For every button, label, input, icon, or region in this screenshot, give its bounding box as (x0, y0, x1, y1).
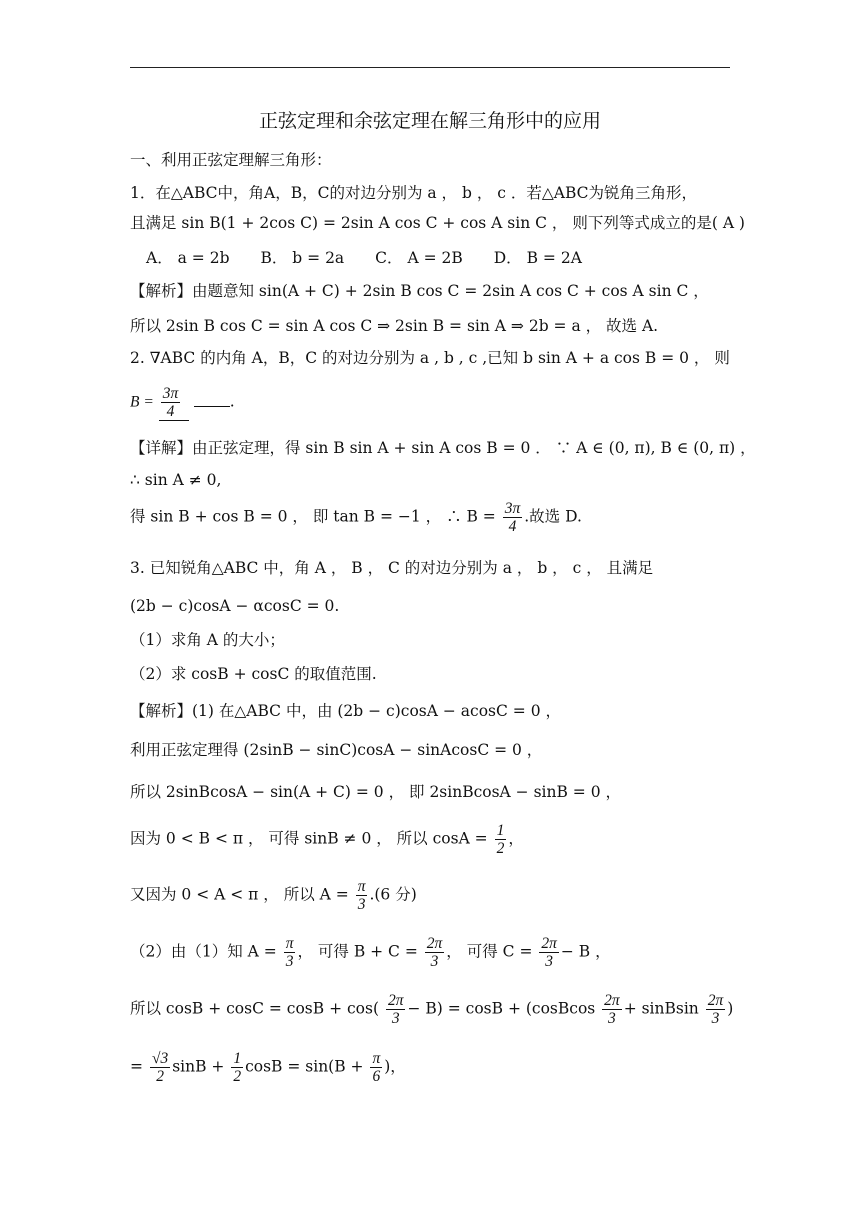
step-fraction (602, 992, 622, 1027)
fraction-numerator: π (357, 878, 366, 895)
fraction-denominator: 3 (608, 1010, 616, 1027)
fraction-denominator: 2 (233, 1068, 242, 1085)
fraction-numerator: 2π (707, 992, 724, 1009)
problem-1-line-2: 且满足 sin B(1 + 2cos C) = 2sin A cos C + cos A sin C ， 则下列等式成立的是( A ) (130, 214, 745, 232)
solution-step-5 (130, 878, 417, 913)
fraction-numerator: 2π (541, 935, 557, 952)
answer-blank (159, 385, 189, 421)
step-fraction (386, 992, 406, 1027)
solution-step-8 (130, 1050, 406, 1085)
fraction-numerator: 1 (233, 1050, 242, 1067)
question-1: （1）求角 A 的大小； (130, 631, 285, 649)
fraction-numerator: π (285, 935, 294, 952)
step-fraction (231, 1050, 243, 1085)
solution-step-1: 【解析】(1) 在△ABC 中，由 (2b − c)cosA − acosC = 0 ， (130, 702, 561, 720)
step-fraction (150, 1050, 170, 1085)
fraction-denominator: 3 (430, 953, 439, 970)
document-title: 正弦定理和余弦定理在解三角形中的应用 (258, 110, 601, 132)
fraction-denominator: 3 (545, 953, 553, 970)
step-fraction (356, 878, 368, 913)
fraction-numerator: 3π (504, 500, 521, 517)
fraction-numerator: 2π (604, 992, 620, 1009)
solution-step-3: 所以 2sinBcosA − sin(A + C) = 0 ， 即 2sinBcosA − sinB = 0 ， (130, 783, 622, 801)
section-heading: 一、利用正弦定理解三角形： (130, 151, 332, 169)
problem-2-answer: B = $\frac{3\pi}{4}$ . (130, 385, 235, 420)
solution-step-7 (130, 992, 733, 1027)
step-text: sinB + (172, 1057, 225, 1076)
answer-fraction (161, 385, 181, 420)
question-2: （2）求 cosB + cosC 的取值范围. (130, 665, 377, 683)
step-fraction (706, 992, 726, 1027)
solution-fraction (503, 500, 523, 535)
step-text: ， 可得 C = (446, 942, 533, 961)
problem-2-line-1: 2. ∇ABC 的内角 A，B，C 的对边分别为 a , b , c ,已知 b sin A + a cos B = 0 ， 则 (130, 349, 730, 367)
fraction-denominator: 4 (508, 518, 517, 535)
problem-2-solution-1: 【详解】由正弦定理，得 sin B sin A + sin A cos B = 0 ． ∵ A ∈ (0, π), B ∈ (0, π) ， (130, 439, 756, 457)
solution-text: 得 sin B + cos B = 0 ， 即 tan B = −1 ， ∴ B = (130, 507, 496, 526)
fraction-denominator: 3 (391, 1010, 400, 1027)
fraction-denominator: 2 (156, 1068, 164, 1085)
step-text: 因为 0 < B < π ， 可得 sinB ≠ 0 ， 所以 cosA = (130, 829, 488, 848)
step-text: ， 可得 B + C = (297, 942, 418, 961)
step-text: 所以 cosB + cosC = cosB + cos( (130, 999, 380, 1018)
fraction-denominator: 6 (372, 1068, 381, 1085)
fraction-numerator: √3 (151, 1050, 169, 1067)
step-text: + sinBsin (623, 999, 699, 1018)
step-text: cosB = sin(B + (245, 1057, 364, 1076)
problem-2-solution-3 (130, 500, 582, 535)
fraction-numerator: 2π (387, 992, 404, 1009)
step-tail: .(6 分) (369, 885, 417, 904)
solution-step-4 (130, 822, 524, 857)
problem-1-solution-1: 【解析】由题意知 sin(A + C) + 2sin B cos C = 2sin A cos C + cos A sin C ， (130, 282, 709, 300)
answer-prefix: B = (130, 393, 154, 411)
fraction-denominator: 2 (496, 840, 505, 857)
problem-1-line-1: 1．在△ABC中，角A，B，C的对边分别为 a ， b ， c ．若△ABC为锐角三角形， (130, 184, 698, 202)
step-fraction (539, 935, 559, 970)
problem-2-solution-2: ∴ sin A ≠ 0, (130, 471, 222, 489)
solution-tail: .故选 D. (524, 507, 582, 526)
header-rule (130, 67, 730, 68)
step-fraction (284, 935, 296, 970)
step-tail: ， (508, 829, 524, 848)
problem-3-line-1: 3. 已知锐角△ABC 中，角 A ， B ， C 的对边分别为 a ， b ， c ， 且满足 (130, 559, 654, 577)
fraction-numerator: 1 (496, 822, 505, 839)
step-text: 又因为 0 < A < π ， 所以 A = (130, 885, 349, 904)
step-fraction (495, 822, 507, 857)
step-tail: − B ， (560, 942, 611, 961)
fraction-numerator: 3π (162, 385, 179, 402)
solution-step-2: 利用正弦定理得 (2sinB − sinC)cosA − sinAcosC = 0 ， (130, 741, 543, 759)
fraction-denominator: 3 (285, 953, 294, 970)
problem-3-line-2: (2b − c)cosA − αcosC = 0. (130, 597, 340, 615)
step-fraction (425, 935, 445, 970)
step-tail: ) (727, 999, 734, 1018)
step-tail: )， (384, 1057, 406, 1076)
fraction-denominator: 3 (357, 896, 366, 913)
solution-step-6 (130, 935, 611, 970)
step-fraction (370, 1050, 382, 1085)
fraction-numerator: π (372, 1050, 381, 1067)
step-text: = (130, 1057, 143, 1076)
problem-1-solution-2: 所以 2sin B cos C = sin A cos C ⇒ 2sin B = sin A ⇒ 2b = a ， 故选 A. (130, 317, 659, 335)
fraction-denominator: 3 (711, 1010, 720, 1027)
step-text: − B) = cosB + (cosBcos (407, 999, 596, 1018)
fraction-denominator: 4 (166, 403, 175, 420)
fraction-numerator: 2π (426, 935, 443, 952)
step-text: （2）由（1）知 A = (130, 942, 277, 961)
problem-1-options: A． a = 2b B． b = 2a C． A = 2B D． B = 2A (146, 249, 582, 267)
